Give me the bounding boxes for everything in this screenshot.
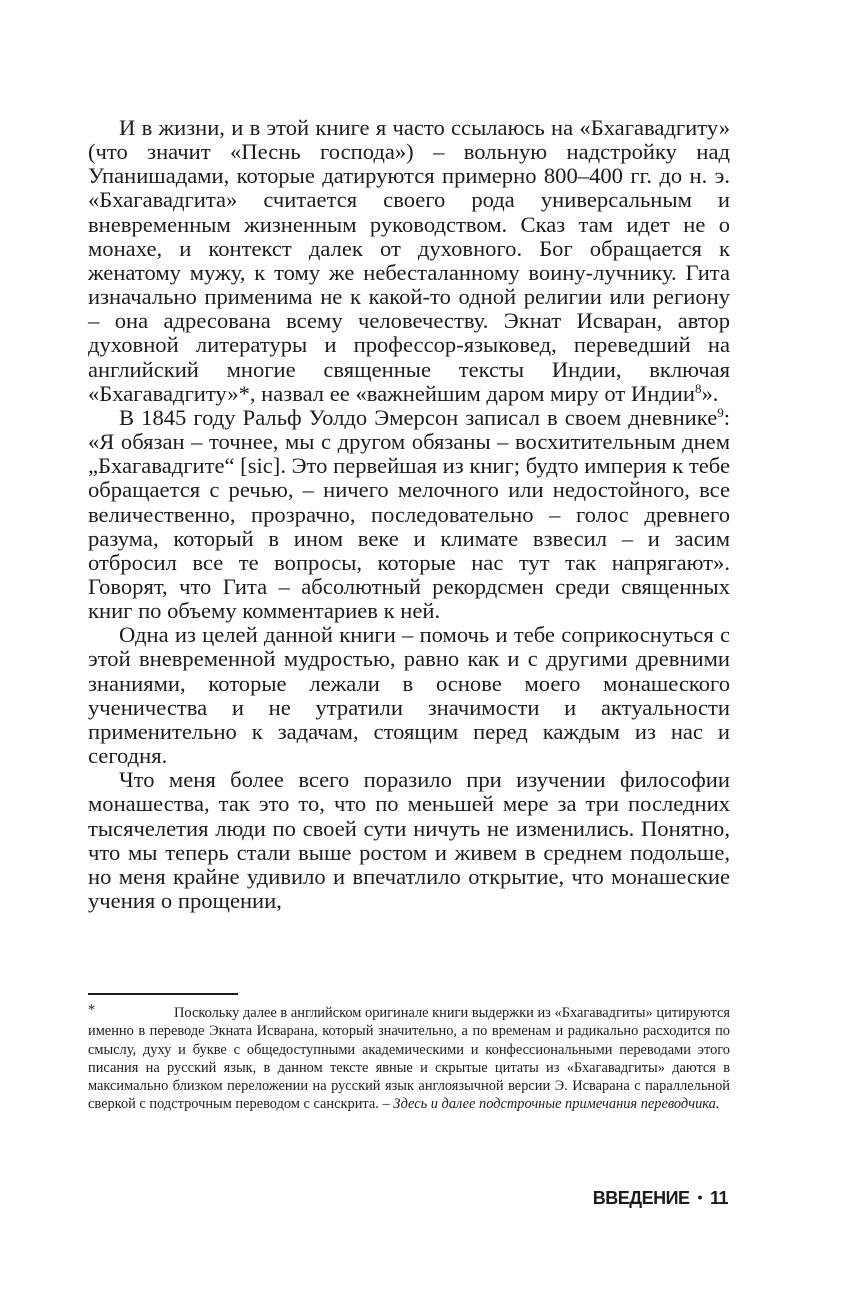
- footnote-marker: *: [88, 1002, 96, 1018]
- note-ref-9[interactable]: 9: [717, 404, 724, 420]
- page-body: [88, 116, 730, 913]
- paragraph-4: [88, 768, 730, 913]
- section-title: ВВЕДЕНИЕ: [592, 1188, 690, 1208]
- footnote-text: Поскольку далее в английском оригинале книги выдержки из «Бхагавадгиты» цитируются именно в переводе Экната Исварана, который значительно, а по временам и радикально расходится по смыслу, духу и букве с общедоступными академическими и конфессиональными переводами этого писания на русский язык, в данном тексте явные и скрытые цитаты из «Бхагавадгиты» даются в максимально близком переложении на русский язык англоязычной версии Э. Исварана с параллельной сверкой с подстрочным переводом с санскрита. –: [88, 1005, 730, 1113]
- paragraph-1-text: И в жизни, и в этой книге я часто ссылаюсь на «Бхагавадгиту» (что значит «Песнь господа») – вольную надстройку над Упанишадами, которые датируются примерно 800–400 гг. до н. э. «Бхагавадгита» считается своего рода универсальным и вневременным жизненным руководством. Сказ там идет не о монахе, и контекст далек от духовного. Бог обращается к женатому мужу, к тому же небесталанному воину-лучнику. Гита изначально применима не к какой-то одной религии или региону – она адресована всему человечеству. Экнат Исваран, автор духовной литературы и профессор-языковед, переведший на английский многие священные тексты Индии, включая «Бхагавадгиту»*, назвал ее «важнейшим даром миру от Индии: [88, 115, 730, 406]
- footnote-italic: Здесь и далее подстрочные примечания переводчика.: [393, 1096, 720, 1113]
- footnote: [88, 1004, 730, 1114]
- paragraph-4-text: Что меня более всего поразило при изучении философии монашества, так это то, что по меньшей мере за три последних тысячелетия люди по своей сути ничуть не изменились. Понятно, что мы теперь стали выше ростом и живем в среднем подольше, но меня крайне удивило и впечатлило открытие, что монашеские учения о прощении,: [88, 767, 730, 913]
- footer-separator: •: [697, 1189, 702, 1205]
- paragraph-2-text: В 1845 году Ральф Уолдо Эмерсон записал в своем дневнике: [119, 404, 718, 430]
- page-number: 11: [709, 1188, 728, 1208]
- paragraph-1-tail: ».: [701, 380, 719, 406]
- note-ref-8[interactable]: 8: [694, 380, 702, 396]
- paragraph-2: [88, 406, 730, 623]
- paragraph-1: [88, 116, 730, 406]
- paragraph-3-text: Одна из целей данной книги – помочь и тебе соприкоснуться с этой вневременной мудростью, равно как и с другими древними знаниями, которые лежали в основе моего монашеского ученичества и не утратили значимости и актуальности применительно к задачам, стоящим перед каждым из нас и сегодня.: [88, 622, 730, 769]
- main-text: [88, 116, 730, 913]
- paragraph-3: [88, 623, 730, 768]
- footnote-divider: [88, 993, 238, 995]
- paragraph-2-tail: : «Я обязан – точнее, мы с другом обязаны – восхитительным днем „Бхагавадгите“ [sic]. Это первейшая из книг; будто империя к тебе обращается с речью, – ничего мелочного или недостойного, все величественно, прозрачно, последовательно – голос древнего разума, который в ином веке и климате взвесил – и засим отбросил все те вопросы, которые нас тут так напрягают». Говорят, что Гита – абсолютный рекордсмен среди священных книг по объему комментариев к ней.: [88, 404, 730, 624]
- running-footer: [593, 1188, 728, 1209]
